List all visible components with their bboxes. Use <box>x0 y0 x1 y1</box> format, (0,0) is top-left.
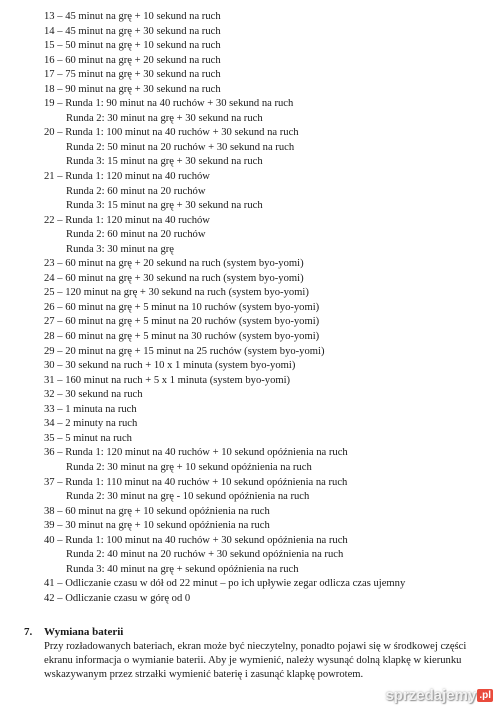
list-subitem: Runda 2: 40 minut na 20 ruchów + 30 sekund opóźnienia na ruch <box>66 549 344 561</box>
list-item: 42 – Odliczanie czasu w górę od 0 <box>44 592 191 604</box>
list-item: 38 – 60 minut na grę + 10 sekund opóźnienia na ruch <box>44 505 270 517</box>
list-item: 29 – 20 minut na grę + 15 minut na 25 ruchów (system byo-yomi) <box>44 345 325 357</box>
list-item: 23 – 60 minut na grę + 20 sekund na ruch (system byo-yomi) <box>44 258 304 270</box>
watermark-logo <box>385 687 493 704</box>
list-item: 39 – 30 minut na grę + 10 sekund opóźnienia na ruch <box>44 520 270 532</box>
section-title: Wymiana baterii <box>44 626 124 638</box>
list-subitem: Runda 2: 30 minut na grę + 10 sekund opóźnienia na ruch <box>66 461 312 473</box>
list-subitem: Runda 2: 30 minut na grę + 30 sekund na ruch <box>66 112 263 124</box>
list-subitem: Runda 3: 40 minut na grę + sekund opóźnienia na ruch <box>66 563 299 575</box>
watermark-text: sprzedajemy <box>385 687 477 704</box>
section-heading <box>24 625 484 640</box>
list-item: 31 – 160 minut na ruch + 5 x 1 minuta (system byo-yomi) <box>44 374 291 386</box>
battery-section <box>24 625 484 683</box>
list-item: 16 – 60 minut na grę + 20 sekund na ruch <box>44 54 221 66</box>
list-item: 34 – 2 minuty na ruch <box>44 418 138 430</box>
list-item: 33 – 1 minuta na ruch <box>44 403 137 415</box>
list-item: 25 – 120 minut na grę + 30 sekund na ruch (system byo-yomi) <box>44 287 309 299</box>
list-item: 20 – Runda 1: 100 minut na 40 ruchów + 30 sekund na ruch <box>44 127 299 139</box>
list-item: 19 – Runda 1: 90 minut na 40 ruchów + 30 sekund na ruch <box>44 98 294 110</box>
list-item: 37 – Runda 1: 110 minut na 40 ruchów + 10 sekund opóźnienia na ruch <box>44 476 348 488</box>
list-subitem: Runda 3: 30 minut na grę <box>66 243 174 255</box>
list-item: 17 – 75 minut na grę + 30 sekund na ruch <box>44 69 221 81</box>
list-subitem: Runda 2: 50 minut na 20 ruchów + 30 sekund na ruch <box>66 141 295 153</box>
list-subitem: Runda 2: 60 minut na 20 ruchów <box>66 229 206 241</box>
list-item: 15 – 50 minut na grę + 10 sekund na ruch <box>44 40 221 52</box>
list-subitem: Runda 3: 15 minut na grę + 30 sekund na ruch <box>66 200 263 212</box>
list-item: 18 – 90 minut na grę + 30 sekund na ruch <box>44 83 221 95</box>
list-item: 41 – Odliczanie czasu w dół od 22 minut – po ich upływie zegar odlicza czas ujemny <box>44 578 406 590</box>
list-subitem: Runda 2: 30 minut na grę - 10 sekund opóźnienia na ruch <box>66 491 310 503</box>
list-subitem: Runda 2: 60 minut na 20 ruchów <box>66 185 206 197</box>
list-item: 13 – 45 minut na grę + 10 sekund na ruch <box>44 11 221 22</box>
list-subitem: Runda 3: 15 minut na grę + 30 sekund na ruch <box>66 156 263 168</box>
list-item: 40 – Runda 1: 100 minut na 40 ruchów + 30 sekund opóźnienia na ruch <box>44 534 348 546</box>
list-item: 14 – 45 minut na grę + 30 sekund na ruch <box>44 25 221 37</box>
section-number: 7. <box>24 626 33 638</box>
section-paragraph: Przy rozładowanych bateriach, ekran może być nieczytelny, ponadto pojawi się w środkowej części ekranu informacja o wymianie baterii. Aby je wymienić, należy wysunąć dolną klapkę w kierunku wskazywanym przez strzałki wymienić baterię i zasunąć klapkę powrotem. <box>44 641 467 681</box>
list-item: 21 – Runda 1: 120 minut na 40 ruchów <box>44 171 210 183</box>
list-item: 24 – 60 minut na grę + 30 sekund na ruch (system byo-yomi) <box>44 272 304 284</box>
list-item: 22 – Runda 1: 120 minut na 40 ruchów <box>44 214 210 226</box>
list-item: 27 – 60 minut na grę + 5 minut na 20 ruchów (system byo-yomi) <box>44 316 320 328</box>
list-item: 28 – 60 minut na grę + 5 minut na 30 ruchów (system byo-yomi) <box>44 331 320 343</box>
list-item: 36 – Runda 1: 120 minut na 40 ruchów + 10 sekund opóźnienia na ruch <box>44 447 348 459</box>
list-item: 30 – 30 sekund na ruch + 10 x 1 minuta (system byo-yomi) <box>44 360 296 372</box>
watermark-tld: .pl <box>479 690 491 701</box>
list-item: 26 – 60 minut na grę + 5 minut na 10 ruchów (system byo-yomi) <box>44 301 320 313</box>
list-item: 32 – 30 sekund na ruch <box>44 389 143 401</box>
time-control-list <box>44 10 494 606</box>
list-item: 35 – 5 minut na ruch <box>44 432 132 444</box>
